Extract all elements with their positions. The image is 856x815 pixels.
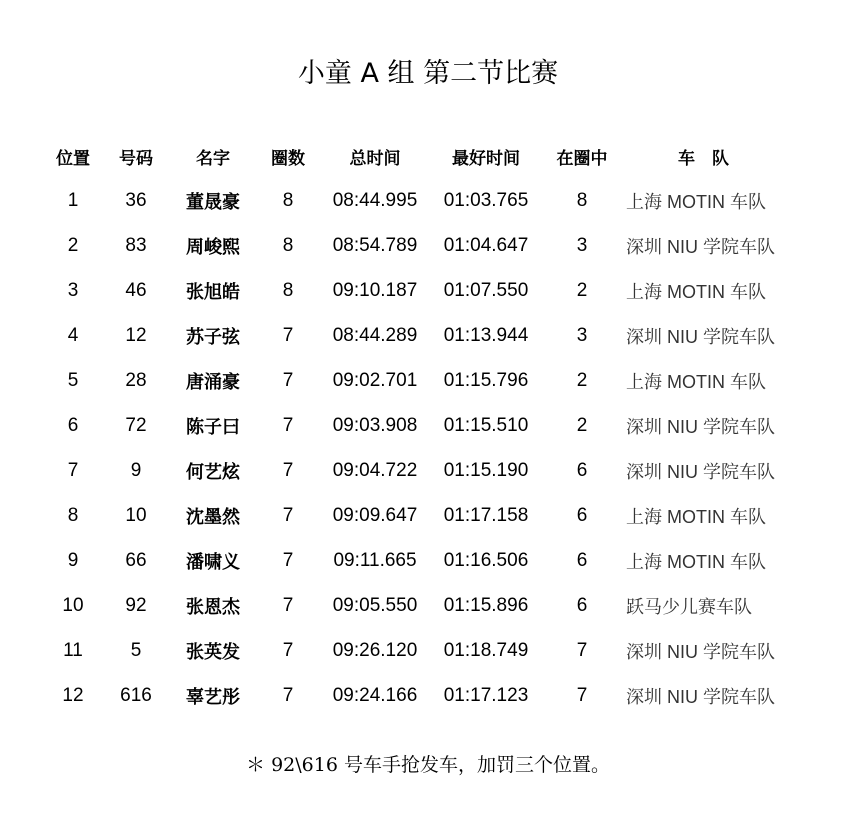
cell-position: 7 bbox=[67, 459, 79, 481]
cell-total-time: 09:04.722 bbox=[332, 459, 418, 481]
cell-in-lap: 2 bbox=[576, 369, 588, 391]
cell-laps: 7 bbox=[282, 459, 294, 481]
cell-best-time: 01:07.550 bbox=[443, 279, 529, 301]
cell-team: 深圳 NIU 学院车队 bbox=[626, 641, 776, 662]
cell-driver-name: 苏子弦 bbox=[186, 326, 240, 348]
cell-in-lap: 8 bbox=[576, 189, 588, 211]
cell-number: 83 bbox=[125, 234, 147, 256]
column-header-position: 位置 bbox=[56, 148, 90, 169]
cell-driver-name: 辜艺彤 bbox=[186, 686, 240, 708]
cell-total-time: 09:10.187 bbox=[332, 279, 418, 301]
cell-total-time: 09:09.647 bbox=[332, 504, 418, 526]
cell-laps: 7 bbox=[282, 549, 294, 571]
cell-team: 深圳 NIU 学院车队 bbox=[626, 326, 776, 347]
column-header-total-time: 总时间 bbox=[349, 148, 401, 169]
cell-driver-name: 张英发 bbox=[186, 641, 240, 663]
cell-number: 9 bbox=[130, 459, 142, 481]
column-header-name: 名字 bbox=[196, 148, 230, 169]
cell-laps: 7 bbox=[282, 684, 294, 706]
cell-position: 10 bbox=[62, 594, 84, 616]
cell-position: 4 bbox=[67, 324, 79, 346]
cell-laps: 8 bbox=[282, 189, 294, 211]
footnote: ＊ 92\616 号车手抢发车，加罚三个位置。 bbox=[246, 754, 610, 776]
header-row bbox=[40, 134, 830, 178]
table-row bbox=[40, 268, 830, 313]
cell-team: 上海 MOTIN 车队 bbox=[626, 191, 766, 212]
cell-team: 上海 MOTIN 车队 bbox=[626, 281, 766, 302]
table-row bbox=[40, 583, 830, 628]
cell-driver-name: 董晟豪 bbox=[186, 191, 240, 213]
cell-driver-name: 陈子曰 bbox=[186, 416, 240, 438]
cell-laps: 7 bbox=[282, 414, 294, 436]
cell-number: 46 bbox=[125, 279, 147, 301]
cell-laps: 7 bbox=[282, 504, 294, 526]
cell-total-time: 08:54.789 bbox=[332, 234, 418, 256]
cell-driver-name: 何艺炫 bbox=[186, 461, 240, 483]
cell-in-lap: 7 bbox=[576, 684, 588, 706]
cell-best-time: 01:04.647 bbox=[443, 234, 529, 256]
cell-position: 2 bbox=[67, 234, 79, 256]
cell-best-time: 01:18.749 bbox=[443, 639, 529, 661]
table-row bbox=[40, 358, 830, 403]
cell-total-time: 09:11.665 bbox=[333, 549, 417, 571]
cell-best-time: 01:15.896 bbox=[443, 594, 529, 616]
cell-total-time: 09:02.701 bbox=[332, 369, 418, 391]
cell-best-time: 01:15.190 bbox=[443, 459, 529, 481]
table-row bbox=[40, 538, 830, 583]
table-row bbox=[40, 178, 830, 223]
cell-team: 深圳 NIU 学院车队 bbox=[626, 461, 776, 482]
cell-number: 12 bbox=[125, 324, 147, 346]
cell-position: 6 bbox=[67, 414, 79, 436]
cell-best-time: 01:16.506 bbox=[443, 549, 529, 571]
cell-position: 1 bbox=[67, 189, 79, 211]
table-row bbox=[40, 673, 830, 718]
cell-number: 5 bbox=[130, 639, 142, 661]
cell-laps: 7 bbox=[282, 369, 294, 391]
cell-position: 9 bbox=[67, 549, 79, 571]
cell-position: 11 bbox=[63, 639, 83, 661]
column-header-in-lap: 在圈中 bbox=[556, 148, 608, 169]
cell-number: 92 bbox=[125, 594, 147, 616]
cell-total-time: 08:44.995 bbox=[332, 189, 418, 211]
cell-total-time: 09:26.120 bbox=[332, 639, 418, 661]
table-row bbox=[40, 313, 830, 358]
cell-driver-name: 唐涌豪 bbox=[186, 371, 240, 393]
cell-number: 72 bbox=[125, 414, 147, 436]
cell-laps: 7 bbox=[282, 594, 294, 616]
table-row bbox=[40, 628, 830, 673]
cell-number: 10 bbox=[125, 504, 147, 526]
results-table bbox=[40, 134, 830, 718]
cell-in-lap: 6 bbox=[576, 504, 588, 526]
cell-total-time: 09:24.166 bbox=[332, 684, 418, 706]
cell-best-time: 01:15.796 bbox=[443, 369, 529, 391]
column-header-best-time: 最好时间 bbox=[452, 148, 520, 169]
cell-laps: 7 bbox=[282, 324, 294, 346]
cell-laps: 8 bbox=[282, 234, 294, 256]
cell-in-lap: 3 bbox=[576, 324, 588, 346]
column-header-team: 车 队 bbox=[678, 148, 729, 169]
cell-team: 深圳 NIU 学院车队 bbox=[626, 236, 776, 257]
cell-laps: 8 bbox=[282, 279, 294, 301]
page-title: 小童 A 组 第二节比赛 bbox=[297, 58, 559, 89]
cell-best-time: 01:17.158 bbox=[443, 504, 529, 526]
cell-in-lap: 2 bbox=[576, 279, 588, 301]
cell-total-time: 08:44.289 bbox=[332, 324, 418, 346]
cell-in-lap: 2 bbox=[576, 414, 588, 436]
cell-driver-name: 潘啸义 bbox=[186, 551, 240, 573]
cell-total-time: 09:03.908 bbox=[332, 414, 418, 436]
cell-number: 36 bbox=[125, 189, 147, 211]
cell-team: 深圳 NIU 学院车队 bbox=[626, 416, 776, 437]
cell-team: 上海 MOTIN 车队 bbox=[626, 551, 766, 572]
cell-team: 跃马少儿赛车队 bbox=[626, 596, 752, 617]
cell-driver-name: 张恩杰 bbox=[186, 596, 240, 618]
column-header-laps: 圈数 bbox=[271, 148, 305, 169]
column-header-number: 号码 bbox=[119, 148, 153, 169]
cell-in-lap: 6 bbox=[576, 594, 588, 616]
table-row bbox=[40, 223, 830, 268]
cell-number: 616 bbox=[120, 684, 152, 706]
cell-team: 深圳 NIU 学院车队 bbox=[626, 686, 776, 707]
cell-team: 上海 MOTIN 车队 bbox=[626, 371, 766, 392]
cell-position: 3 bbox=[67, 279, 79, 301]
table-row bbox=[40, 493, 830, 538]
cell-position: 8 bbox=[67, 504, 79, 526]
cell-position: 5 bbox=[67, 369, 79, 391]
cell-laps: 7 bbox=[282, 639, 294, 661]
cell-in-lap: 6 bbox=[576, 459, 588, 481]
cell-in-lap: 6 bbox=[576, 549, 588, 571]
cell-number: 28 bbox=[125, 369, 147, 391]
cell-total-time: 09:05.550 bbox=[332, 594, 418, 616]
cell-driver-name: 沈墨然 bbox=[186, 506, 240, 528]
cell-best-time: 01:13.944 bbox=[443, 324, 529, 346]
cell-position: 12 bbox=[62, 684, 84, 706]
cell-best-time: 01:03.765 bbox=[443, 189, 529, 211]
cell-in-lap: 7 bbox=[576, 639, 588, 661]
cell-in-lap: 3 bbox=[576, 234, 588, 256]
cell-number: 66 bbox=[125, 549, 147, 571]
results-body bbox=[40, 178, 830, 718]
cell-driver-name: 周峻熙 bbox=[186, 236, 240, 258]
cell-best-time: 01:15.510 bbox=[443, 414, 529, 436]
cell-team: 上海 MOTIN 车队 bbox=[626, 506, 766, 527]
cell-best-time: 01:17.123 bbox=[443, 684, 529, 706]
cell-driver-name: 张旭皓 bbox=[186, 281, 240, 303]
table-row bbox=[40, 448, 830, 493]
table-row bbox=[40, 403, 830, 448]
